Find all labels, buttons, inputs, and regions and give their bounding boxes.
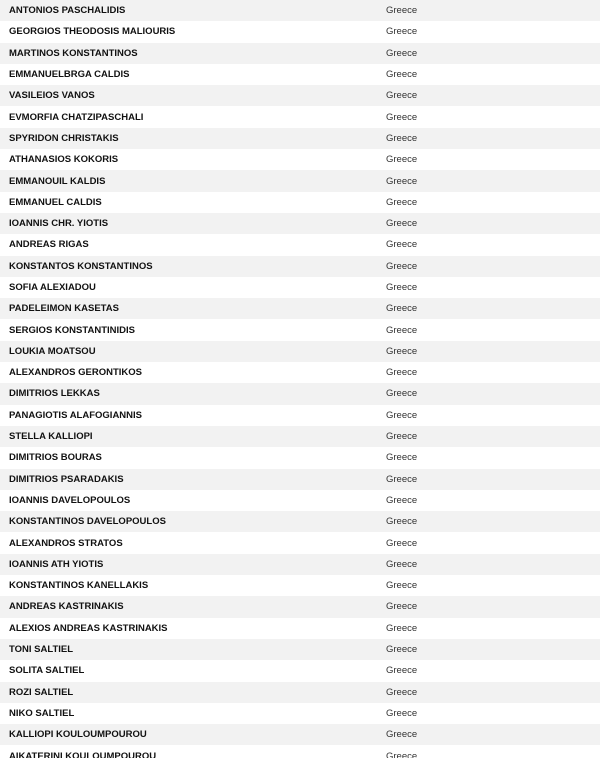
person-name: NIKO SALTIEL — [9, 707, 75, 719]
table-row — [0, 469, 600, 490]
person-name: DIMITRIOS BOURAS — [9, 452, 102, 464]
table-row — [0, 682, 600, 703]
person-country: Greece — [386, 665, 418, 677]
person-name: DIMITRIOS LEKKAS — [9, 388, 100, 400]
person-name: GEORGIOS THEODOSIS MALIOURIS — [9, 26, 176, 38]
person-name: ROZI SALTIEL — [9, 686, 74, 698]
person-country: Greece — [386, 260, 418, 272]
person-name: PANAGIOTIS ALAFOGIANNIS — [9, 409, 142, 421]
person-country: Greece — [386, 90, 418, 102]
person-name: SOLITA SALTIEL — [9, 665, 85, 677]
person-name: LOUKIA MOATSOU — [9, 345, 96, 357]
table-row — [0, 426, 600, 447]
person-country: Greece — [386, 601, 418, 613]
person-country: Greece — [386, 431, 418, 443]
table-row — [0, 319, 600, 340]
table-row — [0, 0, 600, 21]
person-country: Greece — [386, 750, 418, 758]
person-country: Greece — [386, 644, 418, 656]
table-row — [0, 341, 600, 362]
person-country: Greece — [386, 686, 418, 698]
table-row — [0, 64, 600, 85]
person-country: Greece — [386, 111, 418, 123]
person-country: Greece — [386, 132, 418, 144]
person-name: TONI SALTIEL — [9, 644, 74, 656]
person-name: ATHANASIOS KOKORIS — [9, 154, 119, 166]
person-name: VASILEIOS VANOS — [9, 90, 95, 102]
person-country: Greece — [386, 218, 418, 230]
table-row — [0, 575, 600, 596]
table-row — [0, 660, 600, 681]
person-name: ALEXANDROS STRATOS — [9, 537, 123, 549]
table-row — [0, 383, 600, 404]
person-name: KONSTANTOS KONSTANTINOS — [9, 260, 153, 272]
person-name: KALLIOPI KOULOUMPOUROU — [9, 729, 147, 741]
table-row — [0, 277, 600, 298]
table-row — [0, 43, 600, 64]
table-row — [0, 106, 600, 127]
person-name: EMMANOUIL KALDIS — [9, 175, 106, 187]
person-country: Greece — [386, 473, 418, 485]
person-country: Greece — [386, 622, 418, 634]
person-name: SPYRIDON CHRISTAKIS — [9, 132, 119, 144]
table-row — [0, 170, 600, 191]
person-country: Greece — [386, 558, 418, 570]
table-row — [0, 85, 600, 106]
person-name: AIKATERINI KOULOUMPOUROU — [9, 750, 157, 758]
person-name: ANDREAS RIGAS — [9, 239, 89, 251]
table-row — [0, 532, 600, 553]
person-country: Greece — [386, 282, 418, 293]
table-row — [0, 447, 600, 468]
table-row — [0, 213, 600, 234]
table-row — [0, 256, 600, 277]
table-row — [0, 639, 600, 660]
person-country: Greece — [386, 516, 418, 528]
person-name: IOANNIS DAVELOPOULOS — [9, 494, 131, 506]
person-country: Greece — [386, 239, 418, 251]
table-row — [0, 745, 600, 758]
person-country: Greece — [386, 537, 418, 549]
person-country: Greece — [386, 388, 418, 400]
person-country: Greece — [386, 452, 418, 464]
person-name: MARTINOS KONSTANTINOS — [9, 47, 138, 59]
table-row — [0, 724, 600, 745]
person-country: Greece — [386, 175, 418, 187]
person-country: Greece — [386, 26, 418, 38]
person-name: SERGIOS KONSTANTINIDIS — [9, 324, 135, 336]
person-country: Greece — [386, 345, 418, 357]
table-row — [0, 490, 600, 511]
person-name: EMMANUELBRGA CALDIS — [9, 69, 130, 81]
table-row — [0, 298, 600, 319]
person-country: Greece — [386, 494, 418, 506]
person-country: Greece — [386, 303, 418, 315]
person-country: Greece — [386, 409, 418, 421]
person-country: Greece — [386, 367, 418, 379]
person-name: EMMANUEL CALDIS — [9, 196, 102, 208]
person-name: ANDREAS KASTRINAKIS — [9, 601, 124, 613]
table-row — [0, 618, 600, 639]
person-name: DIMITRIOS PSARADAKIS — [9, 473, 124, 485]
person-name: IOANNIS ATH YIOTIS — [9, 558, 104, 570]
person-name: ALEXIOS ANDREAS KASTRINAKIS — [9, 622, 168, 634]
table-row — [0, 192, 600, 213]
table-row — [0, 596, 600, 617]
table-row — [0, 21, 600, 42]
person-country: Greece — [386, 580, 418, 592]
person-country: Greece — [386, 707, 418, 719]
person-name: SOFIA ALEXIADOU — [9, 282, 96, 293]
person-country: Greece — [386, 196, 418, 208]
table-row — [0, 128, 600, 149]
person-country: Greece — [386, 5, 418, 17]
person-country: Greece — [386, 154, 418, 166]
person-country: Greece — [386, 69, 418, 81]
table-row — [0, 554, 600, 575]
person-country: Greece — [386, 729, 418, 741]
table-row — [0, 234, 600, 255]
table-row — [0, 703, 600, 724]
person-name: EVMORFIA CHATZIPASCHALI — [9, 111, 144, 123]
table-row — [0, 405, 600, 426]
person-name: KONSTANTINOS DAVELOPOULOS — [9, 516, 166, 528]
person-name: ANTONIOS PASCHALIDIS — [9, 5, 126, 17]
person-name: ALEXANDROS GERONTIKOS — [9, 367, 143, 379]
table-row — [0, 362, 600, 383]
person-name: KONSTANTINOS KANELLAKIS — [9, 580, 149, 592]
person-country: Greece — [386, 324, 418, 336]
table-row — [0, 511, 600, 532]
person-name: IOANNIS CHR. YIOTIS — [9, 218, 109, 230]
person-name: PADELEIMON KASETAS — [9, 303, 119, 315]
table-row — [0, 149, 600, 170]
person-name: STELLA KALLIOPI — [9, 431, 93, 443]
person-country: Greece — [386, 47, 418, 59]
